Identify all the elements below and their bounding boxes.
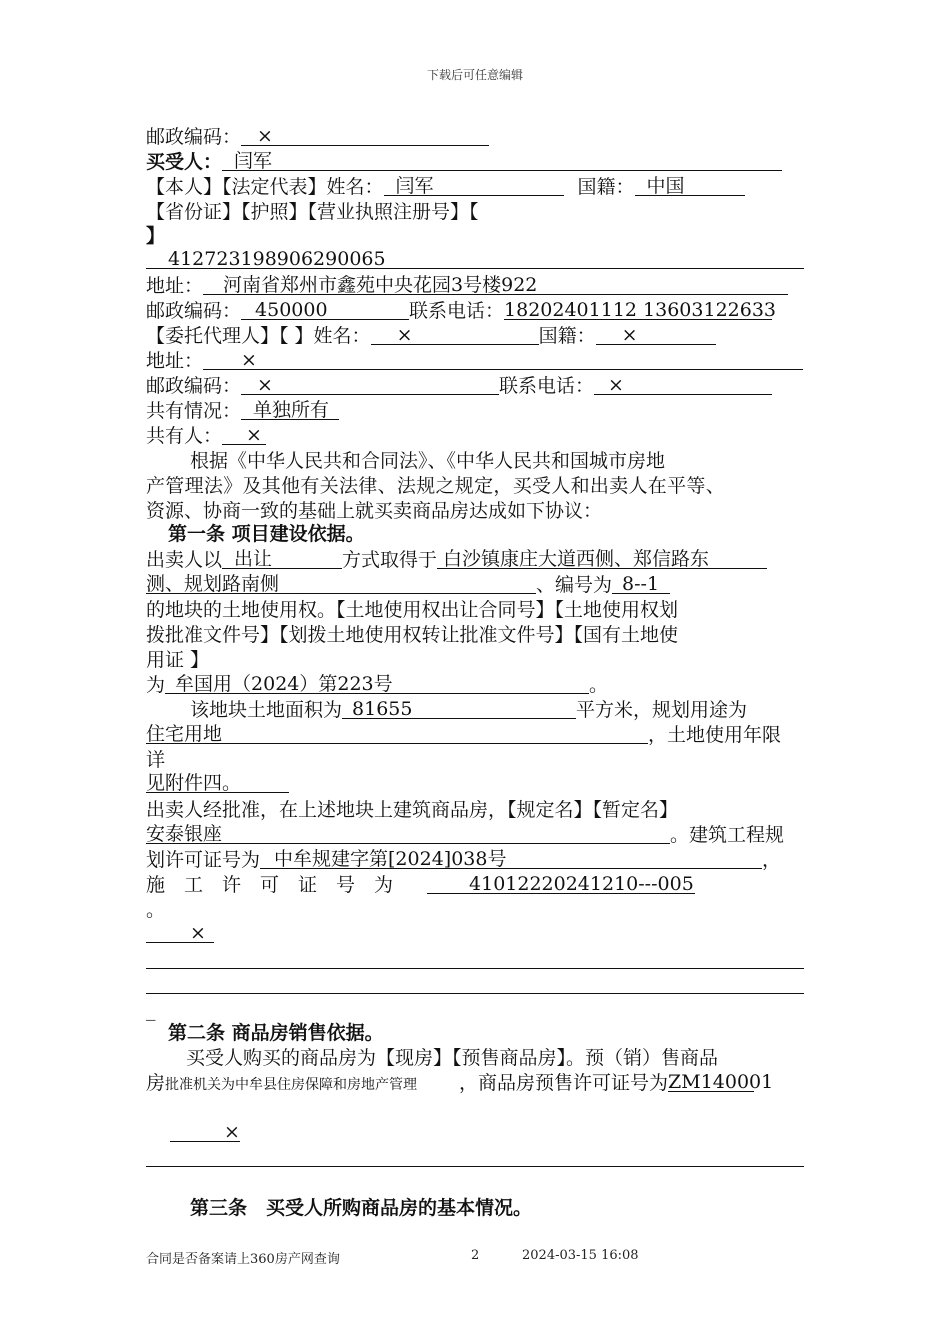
buyer-nationality: 中国 xyxy=(635,175,745,196)
article-1-land-text-3: 用证 】 xyxy=(146,649,210,671)
article-2-line-1: 买受人购买的商品房为【现房】【预售商品房】。预（销）售商品 xyxy=(186,1047,719,1069)
project-name: 安泰银座 xyxy=(146,823,670,844)
land-use-line: 住宅用地 ，土地使用年限 xyxy=(146,723,782,746)
construction-permit-number: 41012220241210---005 xyxy=(427,873,695,894)
buyer-address-line: 地址： 河南省郑州市鑫苑中央花园3号楼922 xyxy=(146,274,804,298)
agent-name: × xyxy=(371,324,539,345)
intro-line-1: 根据《中华人民共和合同法》、《中华人民共和国城市房地 xyxy=(190,450,666,472)
intro-line-2: 产管理法》及其他有关法律、法规之规定，买受人和出卖人在平等、 xyxy=(146,475,726,497)
article-1-title: 第一条 项目建设依据。 xyxy=(168,523,365,545)
blank-underscore: _ xyxy=(146,999,156,1021)
buyer-phone: 18202401112 13603122633 xyxy=(504,299,777,321)
planning-permit-number: 中牟规建字第[2024]038号 xyxy=(260,848,762,869)
page-header-note: 下载后可任意编辑 xyxy=(426,68,523,82)
article-1-lot-line: 测、规划路南侧 、编号为 8--1 xyxy=(146,573,804,597)
buyer-name-field: 闫军 xyxy=(384,175,564,196)
article-1-land-text-1: 的地块的土地使用权。【土地使用权出让合同号】【土地使用权划 xyxy=(146,599,679,621)
construction-permit-period: 。 xyxy=(146,899,166,921)
article-2-note-line xyxy=(146,1121,804,1145)
intro-line-3: 资源、协商一致的基础上就买卖商品房达成如下协议： xyxy=(146,500,603,522)
buyer-postal-line: 邮政编码： 450000 联系电话：18202401112 13603122633 xyxy=(146,299,777,322)
article-2-title: 第二条 商品房销售依据。 xyxy=(168,1022,384,1044)
co-ownership-value: 单独所有 xyxy=(241,399,339,420)
blank-rule-3 xyxy=(146,1166,804,1167)
land-area-value: 81655 xyxy=(342,698,576,719)
acquisition-method: 出让 xyxy=(222,548,342,569)
agent-postal-line: 邮政编码： × 联系电话： × xyxy=(146,374,804,398)
buyer-label: 买受人： xyxy=(146,151,223,173)
agent-nationality: × xyxy=(596,324,716,345)
article-1-method-line: 出卖人以 出让 方式取得于 白沙镇康庄大道西侧、郑信路东 xyxy=(146,548,804,572)
buyer-id-types: 【省份证】【护照】【营业执照注册号】【 xyxy=(146,201,479,223)
approval-authority: 批准机关为中牟县住房保障和房地产管理 xyxy=(165,1077,418,1093)
seller-postal-value: × xyxy=(241,125,489,146)
co-owner-line: 共有人： × xyxy=(146,424,804,448)
blank-rule-1 xyxy=(146,968,804,969)
agent-postal: × xyxy=(241,374,499,395)
footer-note: 合同是否备案请上360房产网查询 xyxy=(146,1252,340,1267)
seller-postal-line: 邮政编码： × xyxy=(146,125,804,149)
blank-rule-2 xyxy=(146,993,804,994)
land-term-value: 见附件四。 xyxy=(146,772,289,793)
agent-address-line: 地址： × xyxy=(146,349,804,373)
planning-permit-line: 划许可证号为 中牟规建字第[2024]038号 ， xyxy=(146,848,782,871)
lot-number: 8--1 xyxy=(612,573,670,594)
buyer-role-line: 【本人】【法定代表】姓名： 闫军 国籍： 中国 xyxy=(146,175,804,199)
buyer-id-types-close: 】 xyxy=(146,225,166,247)
article-1-note: × xyxy=(146,922,214,943)
buyer-address: 河南省郑州市鑫苑中央花园3号楼922 xyxy=(203,274,788,295)
co-ownership-line: 共有情况： 单独所有 xyxy=(146,399,804,423)
buyer-name: 闫军 xyxy=(222,150,782,171)
co-owner-value: × xyxy=(222,424,266,445)
land-cert-number: 牟国用（2024）第223号 xyxy=(165,673,589,694)
land-use-value: 住宅用地 xyxy=(146,723,648,744)
project-name-line: 安泰银座 。建筑工程规 xyxy=(146,823,785,846)
agent-line: 【委托代理人】【 】姓名： × 国籍： × xyxy=(146,324,804,348)
article-2-note: × xyxy=(170,1121,240,1142)
agent-phone: × xyxy=(594,374,772,395)
land-location-2: 测、规划路南侧 xyxy=(146,573,536,594)
article-3-title: 第三条 买受人所购商品房的基本情况。 xyxy=(190,1197,533,1219)
page-number: 2 xyxy=(471,1248,480,1263)
buyer-id-number: 412723198906290065 xyxy=(146,248,804,269)
buyer-id-number-line xyxy=(146,248,804,272)
land-area-line: 该地块土地面积为 81655 平方米，规划用途为 xyxy=(190,698,748,721)
article-1-land-text-2: 拨批准文件号】【划拨土地使用权转让批准文件号】【国有土地使 xyxy=(146,624,679,646)
agent-address: × xyxy=(203,349,803,370)
presale-permit-number: ZM140001 xyxy=(668,1071,774,1093)
land-term-line xyxy=(146,772,804,796)
footer-date: 2024-03-15 16:08 xyxy=(522,1248,639,1263)
article-1-note-line xyxy=(146,922,804,946)
buyer-postal: 450000 xyxy=(241,299,409,320)
land-location-1: 白沙镇康庄大道西侧、郑信路东 xyxy=(437,548,767,569)
land-term-cont: 详 xyxy=(146,749,166,771)
construction-permit-line: 施 工 许 可 证 号 为 41012220241210---005 xyxy=(146,873,694,896)
article-2-line-2: 房批准机关为中牟县住房保障和房地产管理 ，商品房预售许可证号为ZM140001 xyxy=(146,1071,804,1095)
article-1-build-text: 出卖人经批准，在上述地块上建筑商品房，【规定名】【暂定名】 xyxy=(146,799,679,821)
buyer-line xyxy=(146,150,804,174)
land-cert-line: 为 牟国用（2024）第223号 。 xyxy=(146,673,609,696)
